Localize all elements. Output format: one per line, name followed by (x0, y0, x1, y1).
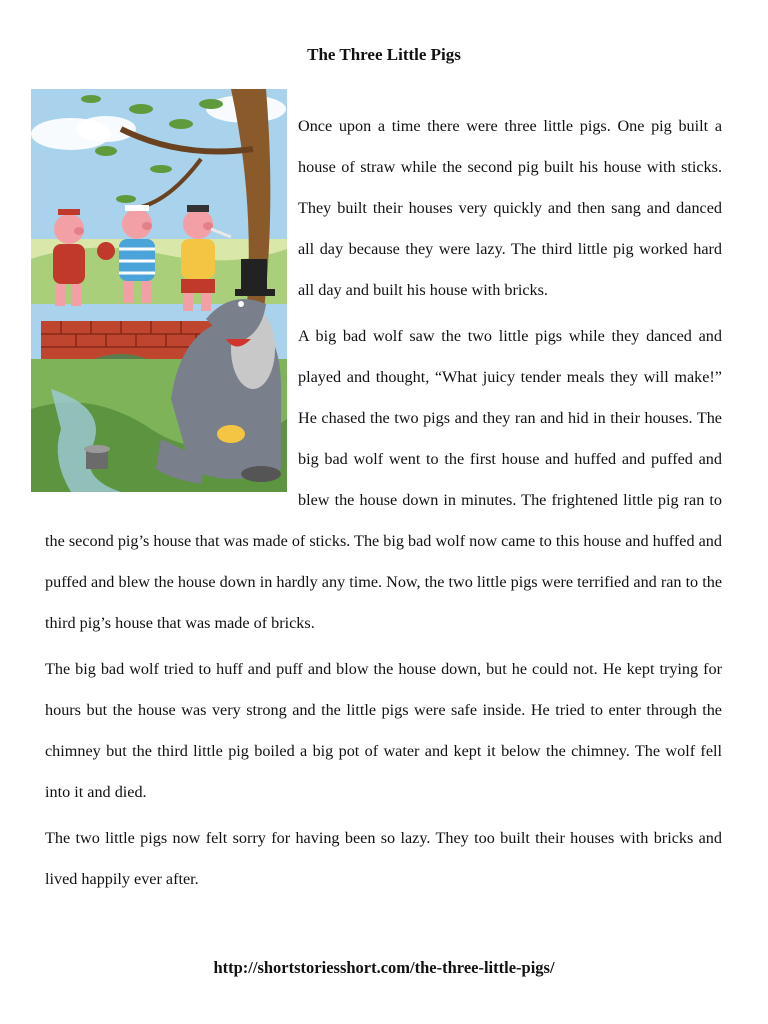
story-paragraph-4: The two little pigs now felt sorry for having been so lazy. They too built their houses with bricks and lived happily ever after. (45, 829, 722, 888)
story-paragraph-3: The big bad wolf tried to huff and puff and blow the house down, but he could not. He kept trying for hours but the house was very strong and the little pigs were safe inside. He tried to enter through the chimney but the third little pig boiled a big pot of water and kept it below the chimney. The wolf fell into it and died. (45, 660, 722, 801)
story-body (45, 106, 722, 905)
illustration-spacer (45, 106, 298, 501)
story-paragraph-1: Once upon a time there were three little pigs. One pig built a house of straw while the second pig built his house with sticks. They built their houses very quickly and then sang and danced all day because they were lazy. The third little pig worked hard all day and built his house with bricks. (298, 117, 722, 299)
story-paragraph-2: A big bad wolf saw the two little pigs while they danced and played and thought, “What juicy tender meals they will make!” He chased the two pigs and they ran and hid in their houses. The big bad wolf went to the first house and huffed and puffed and blew the house down in minutes. The frightened little pig ran to the second pig’s house that was made of sticks. The big bad wolf now came to this house and huffed and puffed and blew the house down in hardly any time. Now, the two little pigs were terrified and ran to the third pig’s house that was made of bricks. (45, 327, 722, 632)
source-url: http://shortstoriesshort.com/the-three-little-pigs/ (213, 958, 555, 977)
story-title: The Three Little Pigs (307, 45, 461, 64)
